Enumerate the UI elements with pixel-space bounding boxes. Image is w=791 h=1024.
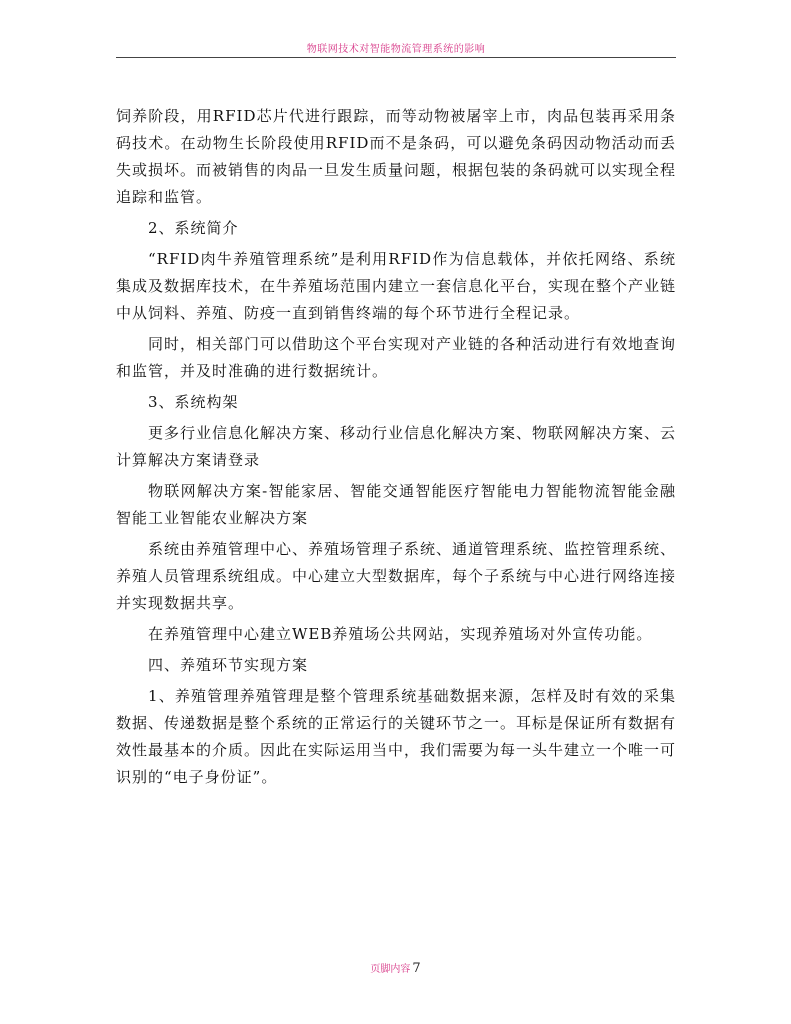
footer-label: 页脚内容 (370, 964, 411, 975)
page-number: 7 (412, 961, 421, 976)
heading-breeding-solution: 四、养殖环节实现方案 (148, 656, 309, 674)
paragraph-iot-solutions: 物联网解决方案-智能家居、智能交通智能医疗智能电力智能物流智能金融智能工业智能农业解决方案 (116, 482, 676, 527)
paragraph-system-intro: “RFID肉牛养殖管理系统”是利用RFID作为信息载体，并依托网络、系统集成及数据库技术，在牛养殖场范围内建立一套信息化平台，实现在整个产业链中从饲料、养殖、防疫一直到销售终端的每个环节进行全程记录。 (116, 250, 677, 322)
paragraph-breeding-management: 1、养殖管理养殖管理是整个管理系统基础数据来源，怎样及时有效的采集数据、传递数据是整个系统的正常运行的关键环节之一。耳标是保证所有数据有效性最基本的介质。因此在实际运用当中，我们需要为每一头牛建立一个唯一可识别的“电子身份证”。 (116, 687, 677, 786)
paragraph-system-composition: 系统由养殖管理中心、养殖场管理子系统、通道管理系统、监控管理系统、养殖人员管理系统组成。中心建立大型数据库，每个子系统与中心进行网络连接并实现数据共享。 (116, 540, 677, 612)
heading-system-intro: 2、系统简介 (148, 219, 239, 237)
heading-system-architecture: 3、系统构架 (148, 393, 239, 411)
header-divider (116, 57, 676, 58)
paragraph-more-solutions: 更多行业信息化解决方案、移动行业信息化解决方案、物联网解决方案、云计算解决方案请登录 (116, 424, 677, 469)
page-header: 物联网技术对智能物流管理系统的影响 (306, 44, 486, 55)
paragraph-feeding-stage: 饲养阶段，用RFID芯片代进行跟踪，而等动物被屠宰上市，肉品包装再采用条码技术。在动物生长阶段使用RFID而不是条码，可以避免条码因动物活动而丢失或损坏。而被销售的肉品一旦发生质量问题，根据包装的条码就可以实现全程追踪和监管。 (116, 107, 677, 206)
paragraph-supervision: 同时，相关部门可以借助这个平台实现对产业链的各种活动进行有效地查询和监管，并及时准确的进行数据统计。 (116, 335, 677, 380)
page-footer (0, 960, 791, 976)
document-body (116, 103, 676, 795)
paragraph-web-site: 在养殖管理中心建立WEB养殖场公共网站，实现养殖场对外宣传功能。 (148, 625, 653, 643)
